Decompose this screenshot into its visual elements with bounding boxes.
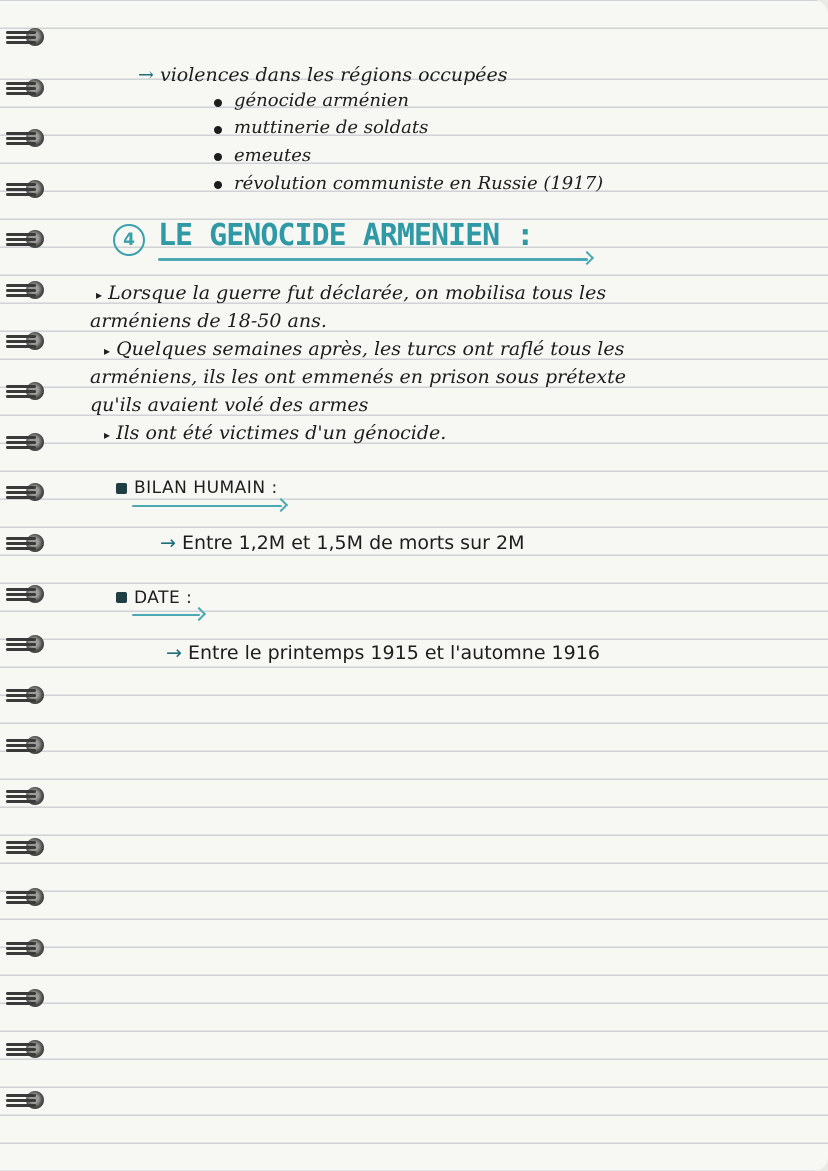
spiral-ring: [6, 77, 44, 99]
paragraph-line: [104, 338, 624, 360]
date-underline: [132, 614, 200, 616]
spiral-ring: [6, 633, 44, 655]
paragraph-text: Quelques semaines après, les turcs ont raflé tous les: [116, 338, 625, 360]
intro-line: [138, 64, 507, 86]
bullet-dot-icon: [214, 126, 222, 134]
spiral-ring: [6, 532, 44, 554]
square-bullet-icon: [116, 592, 127, 603]
bullet-dot-icon: [214, 181, 222, 189]
intro-bullet-4: révolution communiste en Russie (1917): [234, 173, 604, 194]
intro-text: violences dans les régions occupées: [159, 64, 508, 86]
spiral-binding: [0, 0, 48, 1171]
spiral-ring: [6, 1038, 44, 1060]
spiral-ring: [6, 279, 44, 301]
section-number-badge: 4: [113, 224, 145, 256]
paragraph-line: qu'ils avaient volé des armes: [90, 394, 369, 416]
spiral-ring: [6, 178, 44, 200]
bilan-text: Entre 1,2M et 1,5M de morts sur 2M: [181, 532, 525, 554]
spiral-ring: [6, 583, 44, 605]
square-bullet-icon: [116, 483, 127, 494]
intro-bullet-3: emeutes: [234, 145, 312, 166]
bullet-dot-icon: [214, 99, 222, 107]
spiral-ring: [6, 431, 44, 453]
arrow-icon: →: [138, 64, 154, 86]
paragraph-line: [104, 422, 446, 444]
spiral-ring: [6, 380, 44, 402]
spiral-ring: [6, 330, 44, 352]
spiral-ring: [6, 127, 44, 149]
bilan-heading: BILAN HUMAIN :: [134, 478, 278, 498]
spiral-ring: [6, 1089, 44, 1111]
intro-bullet-1: génocide arménien: [234, 90, 409, 111]
spiral-ring: [6, 886, 44, 908]
spiral-ring: [6, 481, 44, 503]
bullet-dot-icon: [214, 153, 222, 161]
bilan-line: [160, 532, 524, 554]
date-line: [166, 642, 600, 664]
arrow-icon: →: [166, 642, 182, 664]
spiral-ring: [6, 836, 44, 858]
paragraph-text: Lorsque la guerre fut déclarée, on mobilisa tous les: [108, 282, 607, 304]
spiral-ring: [6, 785, 44, 807]
spiral-ring: [6, 734, 44, 756]
date-text: Entre le printemps 1915 et l'automne 1916: [187, 642, 600, 664]
triangle-bullet-icon: ▸: [96, 288, 103, 302]
title-underline: [158, 258, 588, 261]
paragraph-line: arméniens, ils les ont emmenés en prison sous prétexte: [90, 366, 626, 388]
date-heading: DATE :: [134, 588, 193, 608]
triangle-bullet-icon: ▸: [104, 344, 111, 358]
arrow-icon: →: [160, 532, 176, 554]
section-title: LE GENOCIDE ARMENIEN :: [158, 218, 534, 253]
spiral-ring: [6, 228, 44, 250]
triangle-bullet-icon: ▸: [104, 428, 111, 442]
paragraph-line: [96, 282, 606, 304]
spiral-ring: [6, 684, 44, 706]
spiral-ring: [6, 26, 44, 48]
paragraph-text: Ils ont été victimes d'un génocide.: [116, 422, 447, 444]
paragraph-line: arméniens de 18-50 ans.: [90, 310, 327, 332]
bilan-underline: [132, 505, 282, 507]
spiral-ring: [6, 937, 44, 959]
spiral-ring: [6, 987, 44, 1009]
intro-bullet-2: muttinerie de soldats: [234, 117, 429, 138]
